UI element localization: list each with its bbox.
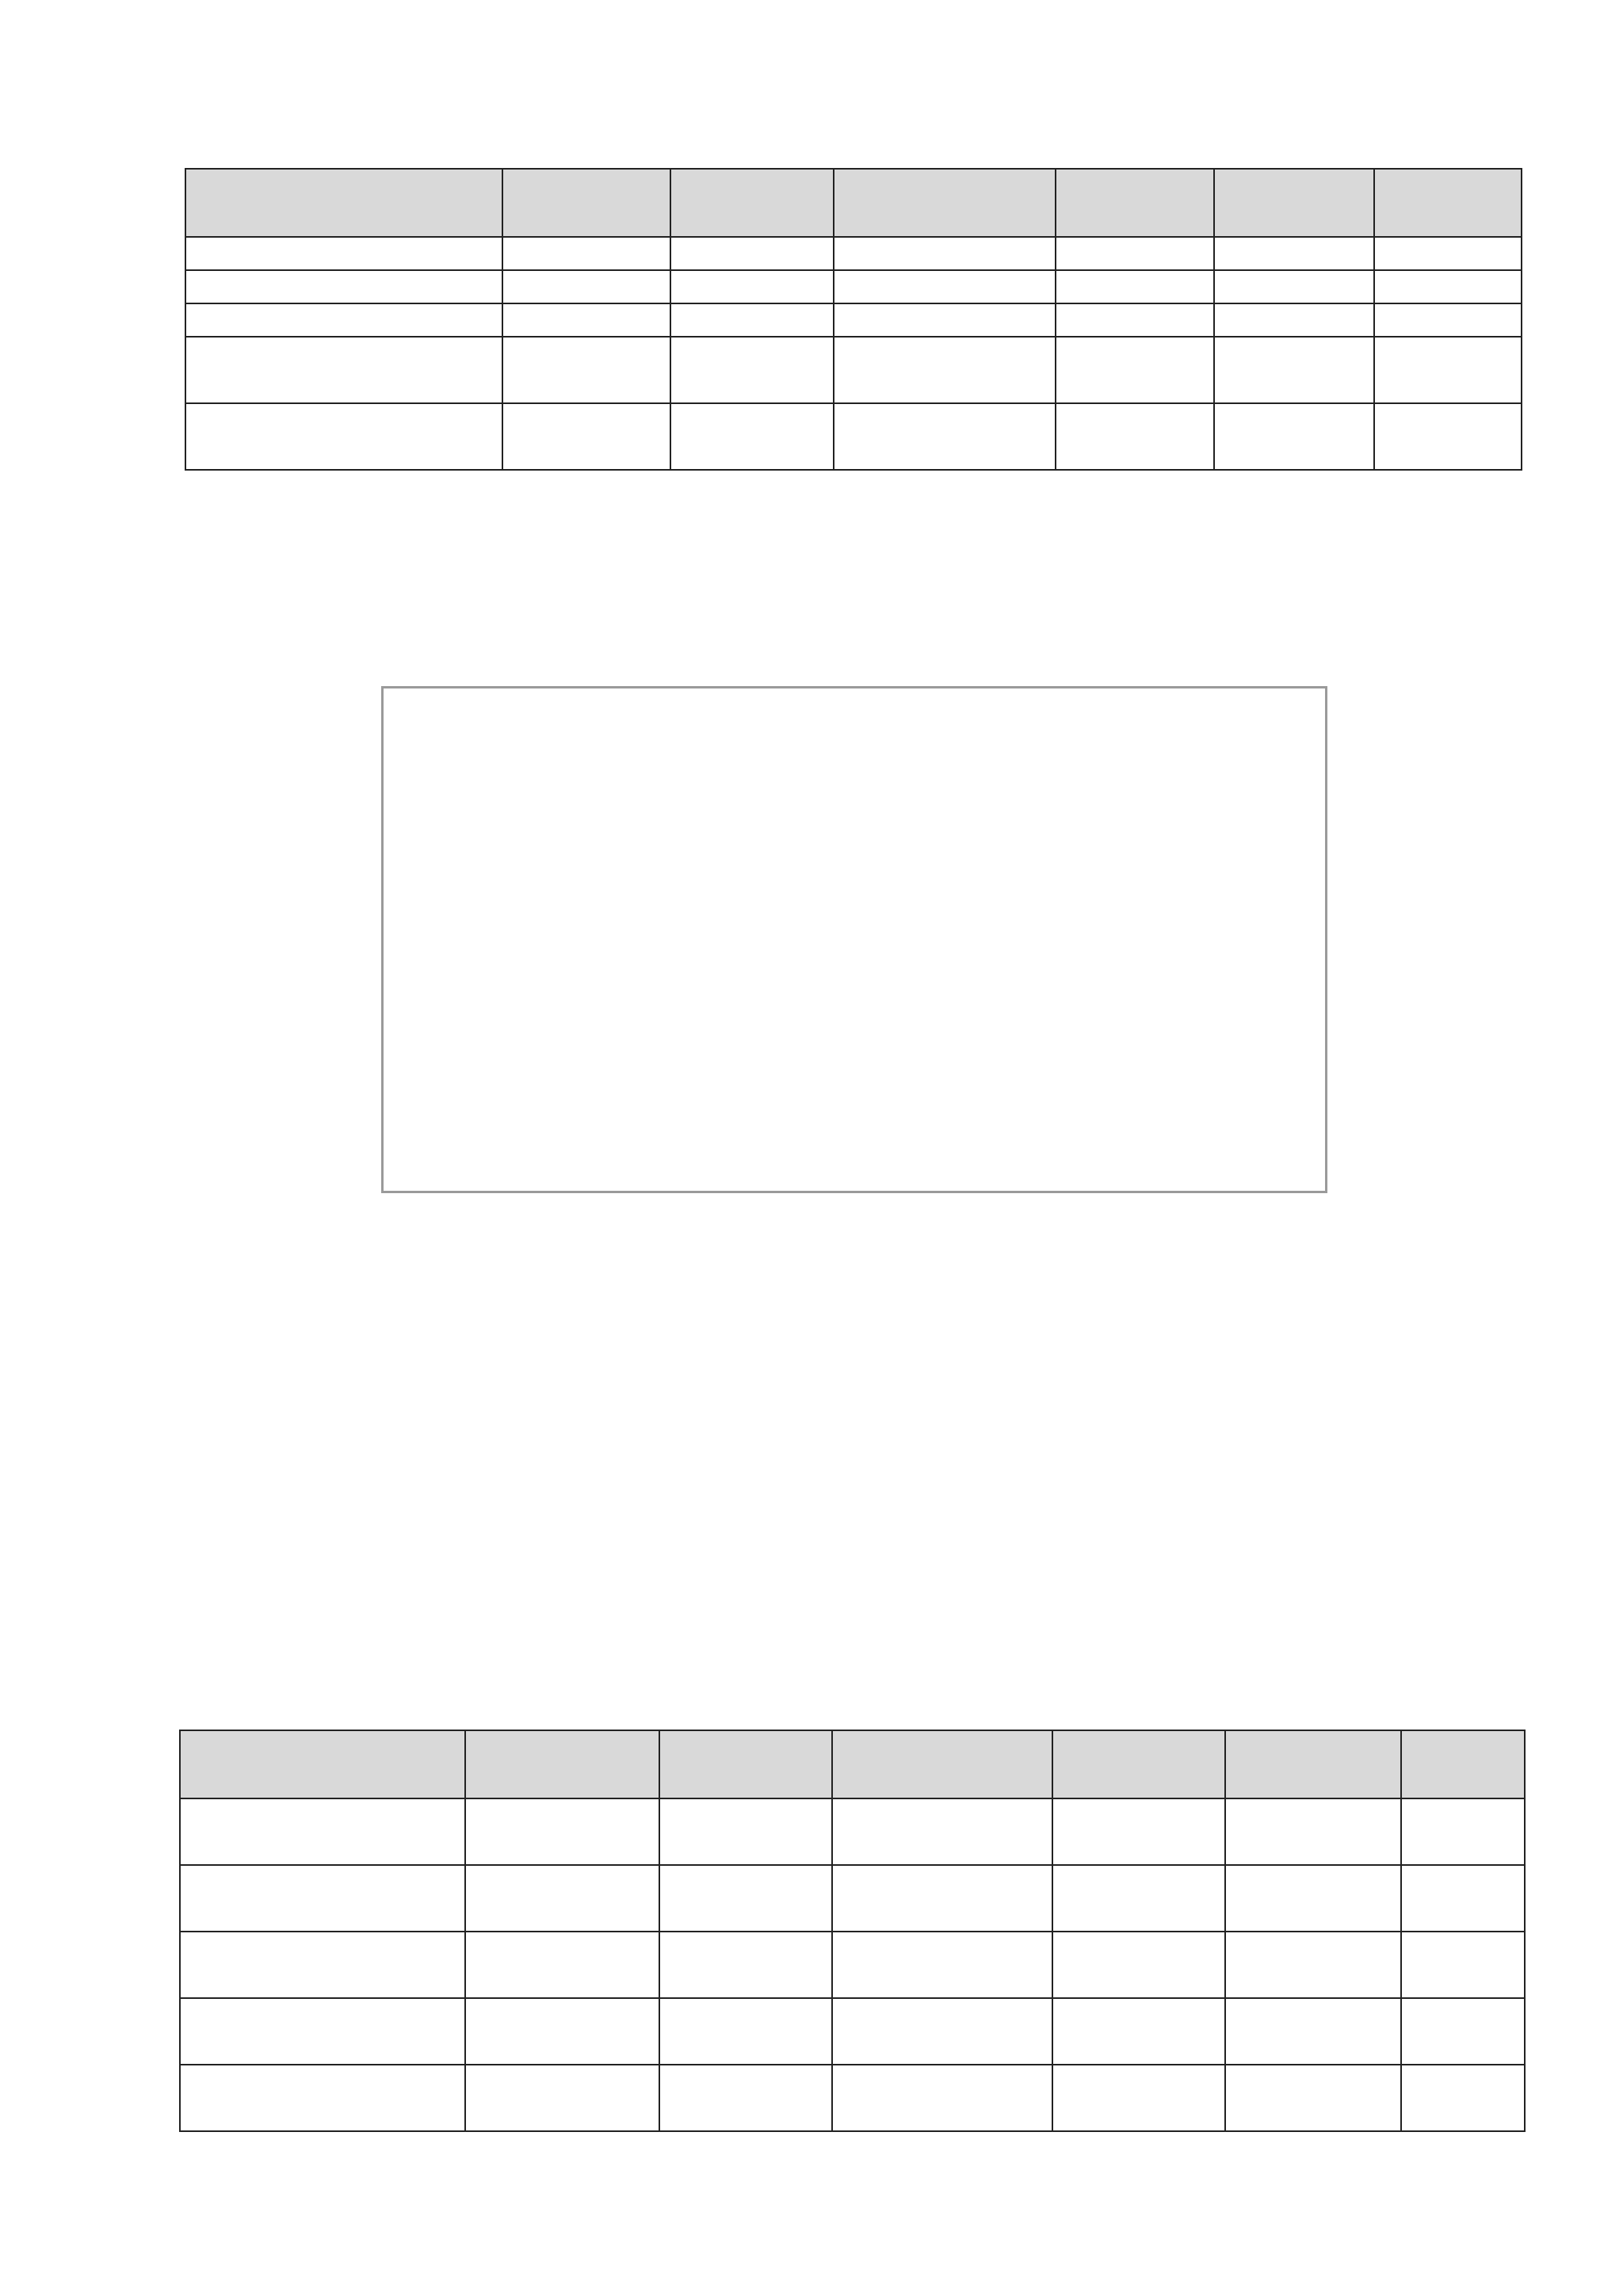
table-cell [832, 1798, 1052, 1865]
table-cell [1052, 2065, 1225, 2131]
table-row [180, 2065, 1525, 2131]
table-cell [1214, 270, 1374, 303]
table-cell [670, 237, 834, 270]
table-cell [1401, 1865, 1525, 1932]
table-cell [1401, 1998, 1525, 2065]
table-cell [670, 337, 834, 403]
table-cell [465, 1798, 659, 1865]
table-cell [1214, 303, 1374, 337]
table3-header-cell [834, 169, 1056, 237]
table-cell [1401, 1798, 1525, 1865]
table-cell [670, 303, 834, 337]
table-cell [1374, 303, 1522, 337]
table-cell [502, 303, 670, 337]
row-label [180, 1932, 465, 1998]
table-cell [834, 403, 1056, 470]
table-cell [502, 337, 670, 403]
table-cell [1052, 1865, 1225, 1932]
table-cell [1056, 237, 1214, 270]
table-cell [670, 270, 834, 303]
table4-header-cell [180, 1730, 465, 1798]
table-row [180, 1998, 1525, 2065]
chart-frame [381, 686, 1327, 1193]
table-cell [1225, 1932, 1401, 1998]
table-cell [1225, 1798, 1401, 1865]
table-cell [1052, 1932, 1225, 1998]
table-cell [1056, 270, 1214, 303]
table-cell [832, 2065, 1052, 2131]
table-cell [1401, 2065, 1525, 2131]
row-label [185, 337, 502, 403]
table-row [180, 1932, 1525, 1998]
table4-header-cell [659, 1730, 832, 1798]
table3-header-cell [1374, 169, 1522, 237]
table4-header-row [180, 1730, 1525, 1798]
table-cell [465, 1865, 659, 1932]
table-cell [1374, 237, 1522, 270]
table-cell [1225, 2065, 1401, 2131]
table4-header-cell [465, 1730, 659, 1798]
table-cell [1052, 1998, 1225, 2065]
table4-header-cell [1401, 1730, 1525, 1798]
table-row [185, 270, 1522, 303]
table3-header-cell [670, 169, 834, 237]
table-cell [659, 1798, 832, 1865]
table-cell [1374, 403, 1522, 470]
table-row [180, 1865, 1525, 1932]
table-cell [670, 403, 834, 470]
table-cell [659, 1865, 832, 1932]
table4-header-cell [1052, 1730, 1225, 1798]
table3-header-cell [185, 169, 502, 237]
row-label [180, 2065, 465, 2131]
row-label [185, 403, 502, 470]
table-cell [502, 270, 670, 303]
table3-header-cell [1056, 169, 1214, 237]
table4-header-cell [1225, 1730, 1401, 1798]
table-row [185, 237, 1522, 270]
row-label [185, 303, 502, 337]
table-cell [465, 2065, 659, 2131]
table-cell [832, 1932, 1052, 1998]
table-cell [834, 337, 1056, 403]
row-label [180, 1998, 465, 2065]
table-row [180, 1798, 1525, 1865]
table-cell [1052, 1798, 1225, 1865]
table-cell [1214, 337, 1374, 403]
table-row [185, 303, 1522, 337]
table-cell [1056, 303, 1214, 337]
row-label [185, 270, 502, 303]
table3-header-cell [1214, 169, 1374, 237]
table-cell [502, 403, 670, 470]
table-row [185, 403, 1522, 470]
table-cell [834, 303, 1056, 337]
table-cell [1225, 1998, 1401, 2065]
table3-header-row [185, 169, 1522, 237]
table-cell [834, 270, 1056, 303]
table3 [185, 168, 1522, 471]
table-cell [832, 1865, 1052, 1932]
chart [384, 688, 1325, 1191]
row-label [180, 1798, 465, 1865]
table-cell [1056, 337, 1214, 403]
table-cell [832, 1998, 1052, 2065]
table-cell [659, 1932, 832, 1998]
table4 [179, 1730, 1526, 2132]
table-cell [1401, 1932, 1525, 1998]
table-cell [1214, 237, 1374, 270]
table-cell [465, 1998, 659, 2065]
table-cell [659, 2065, 832, 2131]
table-cell [1225, 1865, 1401, 1932]
row-label [180, 1865, 465, 1932]
table-cell [502, 237, 670, 270]
table4-header-cell [832, 1730, 1052, 1798]
table-cell [659, 1998, 832, 2065]
table-cell [1374, 337, 1522, 403]
table3-header-cell [502, 169, 670, 237]
table-cell [1056, 403, 1214, 470]
section-heading [192, 1217, 292, 1252]
table-row [185, 337, 1522, 403]
table-cell [465, 1932, 659, 1998]
row-label [185, 237, 502, 270]
table-cell [834, 237, 1056, 270]
table-cell [1214, 403, 1374, 470]
table-cell [1374, 270, 1522, 303]
